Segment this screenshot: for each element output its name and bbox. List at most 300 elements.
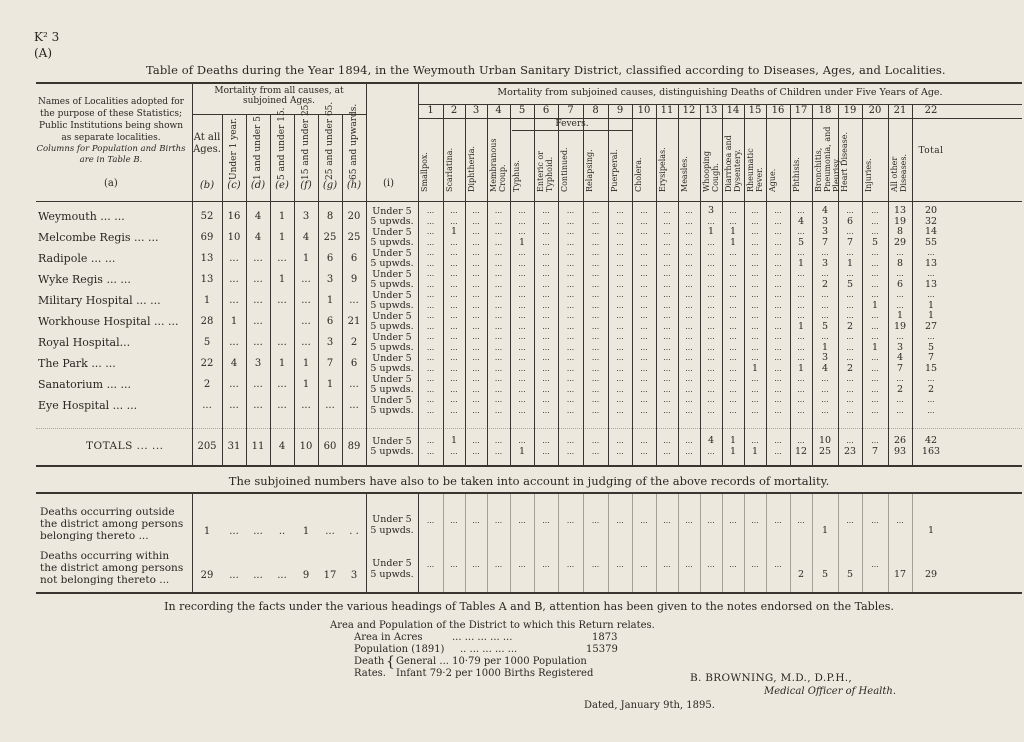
cell-dots: ...	[518, 227, 526, 236]
cell-dots: ...	[663, 395, 671, 404]
cell-dots: ...	[663, 364, 671, 373]
cell-dots: ...	[542, 560, 550, 569]
cell-dots: ...	[566, 343, 575, 352]
age-value: 6	[326, 316, 334, 327]
cell-dots: ...	[774, 560, 782, 569]
cell-dots: ...	[518, 311, 526, 320]
cell-dots: ...	[707, 280, 715, 289]
cell-value-upwds: 15	[924, 363, 938, 374]
age-value: 20	[347, 211, 361, 222]
age-value: 6	[326, 253, 334, 264]
cell-dots: ...	[640, 353, 648, 362]
cell-dots: ...	[494, 374, 503, 383]
cell-dots: ...	[729, 560, 737, 569]
cell-dots: ...	[616, 322, 624, 331]
cell-dots: ...	[566, 280, 575, 289]
disease-col-header: Enteric or Typhoid.	[536, 151, 554, 192]
extra-cell-value: 29	[924, 569, 938, 580]
cell-dots: ...	[846, 353, 854, 362]
cell-dots: ...	[821, 332, 829, 341]
cell-dots: ...	[591, 217, 600, 226]
fevers-header: Fevers.	[555, 119, 589, 129]
under5-label: Under 5	[372, 558, 412, 569]
cell-dots: ...	[591, 364, 600, 373]
cell-dots: ...	[797, 395, 805, 404]
disease-col-header: Bronchitis, Pneumonia, and Pleurisy.	[814, 126, 841, 192]
col-number: 9	[616, 105, 624, 116]
cell-dots: ...	[871, 385, 879, 394]
cell-dots: ...	[426, 301, 435, 310]
cell-dots: ...	[566, 290, 575, 299]
rule-extra-disease	[700, 492, 701, 592]
upwds-label: 5 upwds.	[370, 279, 414, 290]
totals-age-value: 10	[299, 441, 313, 452]
under5-label: Under 5	[372, 436, 412, 447]
cell-dots: ...	[896, 301, 904, 310]
cell-dots: ...	[774, 248, 782, 257]
cell-dots: ...	[927, 374, 935, 383]
cell-dots: ...	[846, 269, 854, 278]
cell-dots: ...	[494, 206, 503, 215]
age-value: 1	[278, 211, 286, 222]
cell-dots: ...	[729, 290, 737, 299]
cell-dots: ...	[640, 227, 648, 236]
cell-value-upwds: 2	[846, 363, 854, 374]
cell-dots: ...	[640, 436, 648, 445]
cell-dots: ...	[871, 311, 879, 320]
cell-dots: ...	[729, 516, 737, 525]
cell-dots: ...	[685, 406, 693, 415]
signature-title: Medical Officer of Health.	[764, 686, 896, 697]
cell-dots: ...	[751, 238, 759, 247]
cell-dots: ...	[426, 217, 435, 226]
age-value: ...	[253, 253, 263, 264]
cell-value-under5: 1	[927, 310, 935, 321]
cell-dots: ...	[707, 385, 715, 394]
cell-dots: ...	[751, 353, 759, 362]
rule-extra-disease	[678, 492, 679, 592]
cell-value-upwds: 1	[797, 363, 805, 374]
table-top-rule	[36, 82, 1022, 84]
cell-dots: ...	[927, 406, 935, 415]
cell-dots: ...	[707, 447, 715, 456]
cell-dots: ...	[566, 395, 575, 404]
age-value: ...	[349, 379, 359, 390]
age-value: 4	[254, 232, 262, 243]
cell-dots: ...	[616, 259, 624, 268]
cell-dots: ...	[472, 248, 480, 257]
cell-dots: ...	[426, 406, 435, 415]
cell-dots: ...	[751, 259, 759, 268]
rule-extra-disease	[744, 492, 745, 592]
cell-dots: ...	[616, 447, 624, 456]
rule-age	[222, 114, 223, 465]
cell-dots: ...	[729, 395, 737, 404]
cell-dots: ...	[774, 259, 782, 268]
cell-dots: ...	[871, 227, 879, 236]
cell-dots: ...	[426, 516, 435, 525]
col-number: 2	[450, 105, 458, 116]
totals-age-value: 4	[278, 441, 286, 452]
age-value: 16	[227, 211, 241, 222]
cell-dots: ...	[707, 322, 715, 331]
col-number: 20	[868, 105, 882, 116]
disease-col-header: Ague.	[768, 168, 777, 192]
cell-dots: ...	[472, 227, 480, 236]
cell-dots: ...	[591, 385, 600, 394]
total-header: Total	[918, 146, 944, 156]
cell-dots: ...	[774, 343, 782, 352]
cell-dots: ...	[797, 343, 805, 352]
cell-value-under5: 1	[729, 226, 737, 237]
totals-value-upwds: 7	[871, 446, 879, 457]
cell-dots: ...	[472, 238, 480, 247]
totals-value-upwds: 12	[794, 446, 808, 457]
cell-dots: ...	[591, 353, 600, 362]
rule-age	[270, 114, 271, 465]
cell-dots: ...	[729, 332, 737, 341]
cell-dots: ...	[663, 374, 671, 383]
cell-dots: ...	[707, 560, 715, 569]
cell-dots: ...	[494, 248, 503, 257]
cell-dots: ...	[566, 259, 575, 268]
cell-dots: ...	[518, 385, 526, 394]
locality-name: Melcombe Regis ... ...	[38, 231, 159, 244]
extra-age-value: ...	[253, 526, 263, 537]
cell-value-upwds: 13	[924, 279, 938, 290]
cell-dots: ...	[846, 332, 854, 341]
age-col-all: At all Ages.	[193, 132, 221, 155]
cell-dots: ...	[566, 332, 575, 341]
cell-dots: ...	[896, 516, 904, 525]
cell-dots: ...	[591, 436, 600, 445]
cell-dots: ...	[640, 248, 648, 257]
cell-dots: ...	[472, 516, 480, 525]
cell-dots: ...	[566, 269, 575, 278]
age-value: ...	[349, 295, 359, 306]
disease-col-header: Heart Disease.	[840, 131, 849, 192]
cell-dots: ...	[566, 436, 575, 445]
disease-col-header: Puerperal.	[610, 149, 619, 192]
under5-label: Under 5	[372, 269, 412, 280]
cell-dots: ...	[685, 269, 693, 278]
age-value: 2	[350, 337, 358, 348]
cell-dots: ...	[616, 269, 624, 278]
cell-dots: ...	[927, 248, 935, 257]
cell-dots: ...	[685, 311, 693, 320]
cell-dots: ...	[729, 269, 737, 278]
rule-extra-disease	[862, 492, 863, 592]
cell-dots: ...	[871, 516, 879, 525]
cell-dots: ...	[640, 280, 648, 289]
cell-dots: ...	[472, 560, 480, 569]
age-value: 3	[302, 211, 310, 222]
age-value: 7	[326, 358, 334, 369]
cell-dots: ...	[729, 217, 737, 226]
cell-dots: ...	[751, 374, 759, 383]
cell-dots: ...	[751, 332, 759, 341]
extra-age-value: ...	[229, 570, 239, 581]
cell-dots: ...	[518, 217, 526, 226]
cell-dots: ...	[426, 436, 435, 445]
cell-dots: ...	[871, 395, 879, 404]
cell-dots: ...	[871, 206, 879, 215]
cell-dots: ...	[566, 301, 575, 310]
cell-dots: ...	[494, 560, 503, 569]
age-value: ...	[253, 379, 263, 390]
extra-cell-value: 5	[846, 569, 854, 580]
cell-dots: ...	[616, 436, 624, 445]
cell-dots: ...	[821, 301, 829, 310]
cell-dots: ...	[685, 322, 693, 331]
col-number: 21	[893, 105, 907, 116]
cell-dots: ...	[450, 353, 458, 362]
age-value: ...	[301, 274, 311, 285]
cell-dots: ...	[871, 560, 879, 569]
rule-age	[318, 114, 319, 465]
age-value: ...	[301, 316, 311, 327]
cell-dots: ...	[640, 301, 648, 310]
cell-dots: ...	[774, 385, 782, 394]
cell-dots: ...	[685, 248, 693, 257]
subjoined-note: The subjoined numbers have also to be taken into account in judging of the above records of mortality.	[228, 474, 830, 488]
cell-dots: ...	[640, 447, 648, 456]
cell-dots: ...	[927, 269, 935, 278]
cell-dots: ...	[450, 395, 458, 404]
cell-dots: ...	[494, 217, 503, 226]
cell-dots: ...	[871, 332, 879, 341]
cell-value-upwds: 8	[896, 258, 904, 269]
cell-dots: ...	[797, 406, 805, 415]
cell-dots: ...	[774, 311, 782, 320]
cell-dots: ...	[751, 406, 759, 415]
totals-value-upwds: 1	[751, 446, 759, 457]
cell-dots: ...	[663, 280, 671, 289]
age-col-letter: (f)	[300, 180, 312, 191]
cell-dots: ...	[472, 206, 480, 215]
cell-dots: ...	[616, 385, 624, 394]
cell-dots: ...	[663, 217, 671, 226]
cell-value-under5: 3	[707, 205, 715, 216]
cell-dots: ...	[685, 227, 693, 236]
cell-dots: ...	[450, 322, 458, 331]
cell-dots: ...	[518, 259, 526, 268]
age-col-letter: (h)	[346, 180, 362, 191]
cell-dots: ...	[729, 374, 737, 383]
age-value: 1	[326, 295, 334, 306]
cell-dots: ...	[616, 280, 624, 289]
cell-dots: ...	[774, 332, 782, 341]
cell-dots: ...	[542, 332, 550, 341]
cell-dots: ...	[797, 332, 805, 341]
cell-dots: ...	[797, 227, 805, 236]
cell-dots: ...	[685, 343, 693, 352]
cell-dots: ...	[542, 374, 550, 383]
rule-age	[294, 114, 295, 465]
cell-dots: ...	[751, 516, 759, 525]
cell-dots: ...	[518, 560, 526, 569]
fevers-rule	[512, 130, 632, 131]
cell-dots: ...	[797, 516, 805, 525]
col-letter-a: (a)	[104, 178, 118, 189]
cell-dots: ...	[426, 343, 435, 352]
cell-dots: ...	[640, 343, 648, 352]
cell-dots: ...	[591, 374, 600, 383]
cell-dots: ...	[640, 395, 648, 404]
totals-value-upwds: 1	[729, 446, 737, 457]
cell-dots: ...	[774, 290, 782, 299]
cell-dots: ...	[494, 406, 503, 415]
age-value: ...	[229, 337, 239, 348]
cell-value-upwds: 19	[893, 216, 907, 227]
age-value: 4	[230, 358, 238, 369]
cell-dots: ...	[472, 217, 480, 226]
age-value: 10	[227, 232, 241, 243]
cell-dots: ...	[640, 259, 648, 268]
rule-extra-disease	[510, 492, 511, 592]
col-number: 19	[843, 105, 857, 116]
cell-dots: ...	[518, 332, 526, 341]
age-value: 1	[302, 358, 310, 369]
extra-age-value: ...	[277, 570, 287, 581]
cell-dots: ...	[426, 238, 435, 247]
age-value: 9	[350, 274, 358, 285]
age-value: ...	[277, 400, 287, 411]
cell-dots: ...	[821, 385, 829, 394]
cell-dots: ...	[774, 301, 782, 310]
cell-dots: ...	[797, 206, 805, 215]
cell-dots: ...	[663, 206, 671, 215]
population-value: 15379	[586, 644, 618, 655]
cell-dots: ...	[707, 353, 715, 362]
cell-dots: ...	[566, 447, 575, 456]
cell-dots: ...	[616, 217, 624, 226]
cell-value-upwds: 5	[821, 321, 829, 332]
col-number: 14	[726, 105, 740, 116]
cell-dots: ...	[640, 217, 648, 226]
cell-dots: ...	[450, 238, 458, 247]
cell-dots: ...	[494, 227, 503, 236]
extra-cell-value: 2	[797, 569, 805, 580]
cell-value-upwds: 3	[821, 216, 829, 227]
cell-dots: ...	[871, 353, 879, 362]
cell-dots: ...	[685, 516, 693, 525]
cell-dots: ...	[616, 301, 624, 310]
cell-dots: ...	[472, 269, 480, 278]
cell-dots: ...	[450, 259, 458, 268]
cell-dots: ...	[450, 269, 458, 278]
cell-dots: ...	[426, 269, 435, 278]
cell-dots: ...	[616, 560, 624, 569]
cell-dots: ...	[518, 364, 526, 373]
cell-dots: ...	[663, 322, 671, 331]
cell-dots: ...	[707, 395, 715, 404]
locality-name: Radipole ... ...	[38, 252, 116, 265]
cell-value-under5: 1	[450, 226, 458, 237]
cell-dots: ...	[616, 227, 624, 236]
cell-value-upwds: 7	[896, 363, 904, 374]
cell-dots: ...	[472, 322, 480, 331]
cell-value-upwds: 1	[871, 342, 879, 353]
cell-dots: ...	[591, 447, 600, 456]
col-number: 11	[660, 105, 674, 116]
cell-value-upwds: 5	[846, 279, 854, 290]
cell-dots: ...	[707, 332, 715, 341]
reference-mark: K² 3	[34, 30, 60, 44]
cell-dots: ...	[472, 374, 480, 383]
cell-dots: ...	[871, 269, 879, 278]
cell-dots: ...	[774, 353, 782, 362]
death-label: Death	[354, 656, 385, 667]
cell-dots: ...	[871, 259, 879, 268]
cell-dots: ...	[846, 395, 854, 404]
cell-dots: ...	[591, 395, 600, 404]
rule-extra-disease	[608, 492, 609, 592]
localities-header: Names of Localities adopted for the purpose of these Statistics; Public Institutions being shown as separate localities.	[38, 97, 184, 143]
cell-dots: ...	[821, 406, 829, 415]
cell-dots: ...	[685, 301, 693, 310]
cell-dots: ...	[494, 280, 503, 289]
infant-rate: Infant 79·2 per 1000 Births Registered	[396, 668, 594, 679]
cell-value-upwds: 13	[924, 258, 938, 269]
locality-name: Weymouth ... ...	[38, 210, 125, 223]
cell-dots: ...	[542, 290, 550, 299]
cell-dots: ...	[797, 280, 805, 289]
cell-dots: ...	[494, 322, 503, 331]
age-value: ...	[253, 400, 263, 411]
cell-dots: ...	[472, 301, 480, 310]
cell-dots: ...	[871, 280, 879, 289]
totals-separator	[36, 428, 1022, 429]
cell-dots: ...	[846, 406, 854, 415]
cell-dots: ...	[685, 395, 693, 404]
disease-col-header: Relapsing.	[585, 149, 594, 192]
col-number: 17	[794, 105, 808, 116]
cell-dots: ...	[640, 322, 648, 331]
cell-dots: ...	[566, 311, 575, 320]
cell-dots: ...	[640, 269, 648, 278]
totals-value-upwds: 25	[818, 446, 832, 457]
cell-dots: ...	[846, 516, 854, 525]
disease-col-header: Scarlatina.	[445, 147, 454, 192]
cell-dots: ...	[751, 269, 759, 278]
age-col-header: 25 and under 65.	[325, 101, 335, 180]
age-value: 5	[203, 337, 211, 348]
cell-dots: ...	[494, 238, 503, 247]
cell-dots: ...	[518, 290, 526, 299]
col-number: 4	[495, 105, 502, 116]
rule-extra-disease	[443, 492, 444, 592]
cell-dots: ...	[774, 406, 782, 415]
cell-dots: ...	[472, 311, 480, 320]
age-value: 3	[326, 337, 334, 348]
cell-dots: ...	[450, 217, 458, 226]
extra-table-top-rule	[36, 492, 1022, 494]
totals-value-upwds: 23	[843, 446, 857, 457]
totals-value-under5: 1	[729, 435, 737, 446]
cell-value-upwds: 1	[927, 300, 935, 311]
age-col-header: 5 and under 15.	[277, 107, 287, 180]
age-col-letter: (g)	[322, 180, 338, 191]
totals-label: TOTALS ... ...	[86, 440, 164, 452]
totals-value-upwds: 1	[518, 446, 526, 457]
cell-dots: ...	[566, 560, 575, 569]
cell-value-upwds: 19	[893, 321, 907, 332]
cell-value-under5: 14	[924, 226, 938, 237]
locality-name: Workhouse Hospital ... ...	[38, 315, 179, 328]
cell-dots: ...	[927, 332, 935, 341]
cell-dots: ...	[797, 248, 805, 257]
